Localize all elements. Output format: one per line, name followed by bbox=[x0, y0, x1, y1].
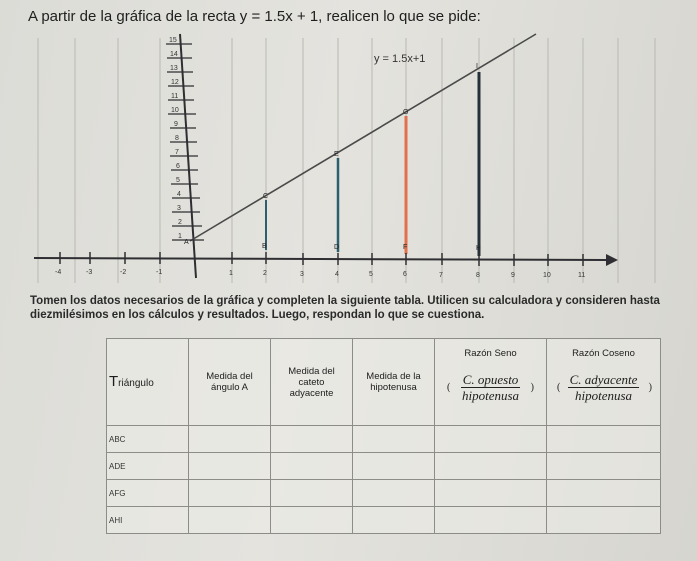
cell-sine[interactable] bbox=[435, 507, 547, 534]
cell-hypotenuse[interactable] bbox=[353, 453, 435, 480]
x-tick-label: 10 bbox=[543, 272, 551, 279]
x-tick-label: 4 bbox=[335, 271, 339, 278]
y-tick-label: 5 bbox=[176, 177, 180, 184]
point-label-i: I bbox=[476, 63, 478, 70]
y-tick-label: 4 bbox=[177, 191, 181, 198]
point-label-c: C bbox=[263, 193, 269, 200]
point-label-e: E bbox=[334, 151, 339, 158]
header-angle-line1: Medida del bbox=[206, 371, 253, 382]
x-tick-label: 11 bbox=[578, 272, 586, 279]
cell-hypotenuse[interactable] bbox=[353, 507, 435, 534]
sine-numerator: C. opuesto bbox=[462, 372, 519, 387]
x-tick-label: 1 bbox=[229, 270, 233, 277]
table-row bbox=[107, 507, 661, 534]
y-tick-label: 1 bbox=[178, 233, 182, 240]
y-tick-labels bbox=[169, 37, 182, 240]
x-tick-label: -3 bbox=[86, 269, 93, 276]
header-triangle bbox=[107, 339, 189, 426]
cell-angle[interactable] bbox=[189, 426, 271, 453]
cell-adjacent[interactable] bbox=[271, 507, 353, 534]
cell-adjacent[interactable] bbox=[271, 426, 353, 453]
cell-cosine[interactable] bbox=[547, 453, 661, 480]
cosine-denominator: hipotenusa bbox=[574, 388, 633, 403]
cosine-fraction bbox=[549, 374, 658, 401]
header-hyp-line2: hipotenusa bbox=[370, 382, 417, 393]
x-tick-label: 9 bbox=[511, 272, 515, 279]
cell-cosine[interactable] bbox=[547, 507, 661, 534]
x-tick-label: 3 bbox=[300, 271, 304, 278]
function-line bbox=[190, 34, 536, 241]
table-row bbox=[107, 453, 661, 480]
cell-sine[interactable] bbox=[435, 480, 547, 507]
table-row bbox=[107, 480, 661, 507]
row-label: AFG bbox=[107, 480, 189, 507]
row-label: ADE bbox=[107, 453, 189, 480]
prompt-text bbox=[28, 8, 481, 25]
header-angle bbox=[189, 339, 271, 426]
y-tick-label: 2 bbox=[178, 219, 182, 226]
point-label-h: H bbox=[476, 245, 482, 252]
cell-sine[interactable] bbox=[435, 453, 547, 480]
header-hypotenuse bbox=[353, 339, 435, 426]
header-cosine bbox=[547, 339, 661, 426]
line-graph bbox=[0, 28, 697, 288]
x-tick-label: -2 bbox=[120, 269, 127, 276]
x-tick-label: 7 bbox=[439, 272, 443, 279]
x-tick-label: -1 bbox=[156, 269, 163, 276]
row-label: ABC bbox=[107, 426, 189, 453]
cell-hypotenuse[interactable] bbox=[353, 480, 435, 507]
header-adjacent-line2: cateto bbox=[298, 376, 325, 388]
cell-angle[interactable] bbox=[189, 453, 271, 480]
header-sine bbox=[435, 339, 547, 426]
x-tick-label: 5 bbox=[369, 271, 373, 278]
y-tick-label: 10 bbox=[171, 107, 179, 114]
cosine-numerator: C. adyacente bbox=[569, 372, 638, 387]
cell-adjacent[interactable] bbox=[271, 453, 353, 480]
x-tick-labels bbox=[55, 269, 585, 279]
point-label-g: G bbox=[403, 109, 409, 116]
x-tick-label: 2 bbox=[263, 270, 267, 277]
x-axis bbox=[34, 258, 606, 260]
line-equation-label: y = 1.5x+1 bbox=[374, 53, 426, 65]
point-labels bbox=[184, 63, 481, 252]
point-label-d: D bbox=[334, 244, 340, 251]
y-tick-label: 6 bbox=[176, 163, 180, 170]
sine-paren-close: ) bbox=[530, 382, 534, 393]
results-table bbox=[106, 338, 661, 534]
header-cosine-title: Razón Coseno bbox=[572, 348, 635, 359]
prompt-after: , realicen lo que se pide: bbox=[318, 8, 481, 25]
sine-paren-open: ( bbox=[447, 382, 451, 393]
table-header-row bbox=[107, 339, 661, 426]
cell-adjacent[interactable] bbox=[271, 480, 353, 507]
point-label-f: F bbox=[403, 244, 408, 251]
row-label: AHI bbox=[107, 507, 189, 534]
instructions-text: Tomen los datos necesarios de la gráfica y completen la siguiente tabla. Utilicen su calculadora y consideren hasta diezmilésimos en los cálculos y resultados. Luego, respondan lo que se cuestiona. bbox=[30, 295, 660, 321]
header-adjacent-line3: adyacente bbox=[289, 387, 334, 399]
cell-cosine[interactable] bbox=[547, 480, 661, 507]
cell-sine[interactable] bbox=[435, 426, 547, 453]
y-tick-label: 13 bbox=[170, 65, 178, 72]
cell-hypotenuse[interactable] bbox=[353, 426, 435, 453]
y-tick-label: 11 bbox=[171, 93, 179, 100]
x-axis-arrow bbox=[606, 254, 618, 266]
cosine-paren-close: ) bbox=[648, 382, 652, 393]
cell-angle[interactable] bbox=[189, 507, 271, 534]
sine-denominator: hipotenusa bbox=[461, 388, 520, 403]
header-angle-line2: ángulo A bbox=[211, 382, 248, 393]
header-adjacent-line1: Medida del bbox=[288, 365, 335, 377]
prompt-equation: y = 1.5x + 1 bbox=[239, 8, 319, 25]
y-tick-label: 15 bbox=[169, 37, 177, 44]
y-tick-label: 12 bbox=[171, 79, 179, 86]
point-label-a: A bbox=[184, 239, 189, 246]
cell-cosine[interactable] bbox=[547, 426, 661, 453]
header-triangle-rest: riángulo bbox=[118, 377, 154, 389]
header-hyp-line1: Medida de la bbox=[366, 371, 421, 382]
y-tick-marks bbox=[166, 44, 204, 240]
cell-angle[interactable] bbox=[189, 480, 271, 507]
y-tick-label: 8 bbox=[175, 135, 179, 142]
x-tick-label: -4 bbox=[55, 269, 62, 276]
x-tick-label: 6 bbox=[403, 271, 407, 278]
prompt-before: A partir de la gráfica de la recta bbox=[28, 8, 240, 25]
grid-lines bbox=[38, 38, 655, 283]
y-tick-label: 3 bbox=[177, 205, 181, 212]
x-tick-label: 8 bbox=[476, 272, 480, 279]
point-label-b: B bbox=[262, 243, 267, 250]
y-tick-label: 7 bbox=[175, 149, 179, 156]
table-row bbox=[107, 426, 661, 453]
header-sine-title: Razón Seno bbox=[464, 348, 517, 359]
header-triangle-initial: T bbox=[109, 372, 119, 390]
header-adjacent bbox=[271, 339, 353, 426]
sine-fraction bbox=[437, 374, 544, 401]
y-tick-label: 14 bbox=[170, 51, 178, 58]
y-tick-label: 9 bbox=[174, 121, 178, 128]
cosine-paren-open: ( bbox=[557, 382, 561, 393]
